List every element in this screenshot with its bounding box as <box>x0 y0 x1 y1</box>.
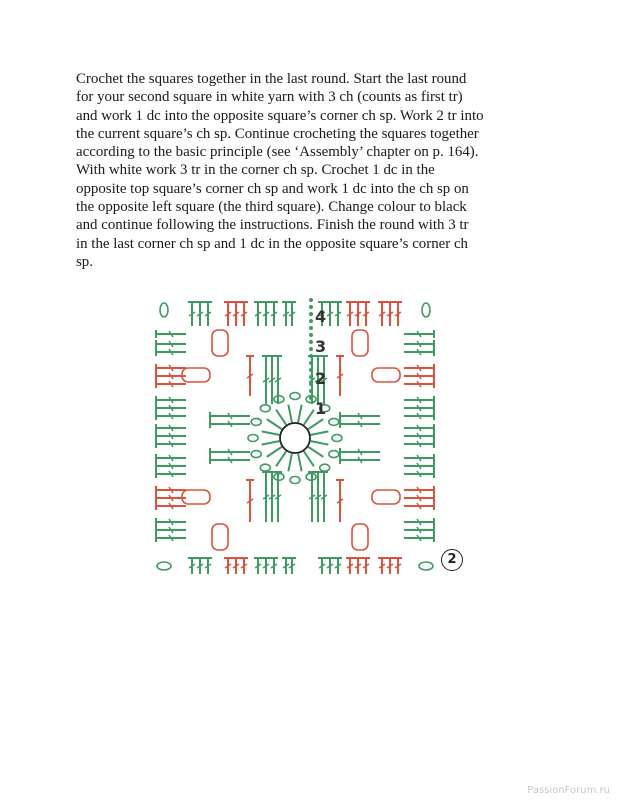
watermark: PassionForum.ru <box>527 785 610 796</box>
chain-space <box>419 562 433 570</box>
chain-space <box>332 435 342 442</box>
round-marker-dot <box>309 382 313 386</box>
text-line: and continue following the instructions. Finish the round with 3 tr <box>76 217 469 234</box>
chain-space <box>290 393 300 400</box>
round-marker-dot <box>309 319 313 323</box>
round-marker-dot <box>309 347 313 351</box>
chain-space <box>212 330 228 356</box>
treble-stitch <box>288 405 292 423</box>
chain-space <box>320 464 330 471</box>
round-marker-dot <box>309 396 313 400</box>
round-marker-dot <box>309 375 313 379</box>
treble-stitch <box>267 419 282 429</box>
treble-stitch <box>298 405 302 423</box>
treble-stitch <box>288 454 292 472</box>
chain-ring <box>280 423 310 453</box>
chain-space <box>182 368 210 382</box>
round-marker-dot <box>309 361 313 365</box>
round-label: 2 <box>315 369 327 388</box>
round-marker-dot <box>309 389 313 393</box>
text-line: With white work 3 tr in the corner ch sp. Crochet 1 dc in the <box>76 162 435 179</box>
chain-space <box>160 303 168 317</box>
treble-stitch <box>311 431 329 435</box>
chain-space <box>422 303 430 317</box>
chain-space <box>260 405 270 412</box>
treble-stitch <box>311 441 329 445</box>
text-line: the opposite left square (the third square). Change colour to black <box>76 199 467 216</box>
round-label: 3 <box>315 337 327 356</box>
treble-stitch <box>304 410 314 425</box>
crochet-square-diagram <box>150 296 440 581</box>
text-line: and work 1 dc into the opposite square’s corner ch sp. Work 2 tr into <box>76 107 484 124</box>
treble-stitch <box>298 454 302 472</box>
chain-space <box>372 368 400 382</box>
treble-stitch <box>267 447 282 457</box>
chain-space <box>182 490 210 504</box>
round-marker-dot <box>309 368 313 372</box>
chain-space <box>290 477 300 484</box>
chain-space <box>251 451 261 458</box>
text-line: sp. <box>76 253 93 270</box>
treble-stitch <box>262 431 280 435</box>
treble-stitch <box>308 447 323 457</box>
round-label: 1 <box>315 399 327 418</box>
chain-space <box>248 435 258 442</box>
chain-space <box>329 418 339 425</box>
round-label: 4 <box>315 307 327 326</box>
text-line: according to the basic principle (see ‘Assembly’ chapter on p. 164). <box>76 144 479 161</box>
round-marker-dot <box>309 333 313 337</box>
text-line: for your second square in white yarn with 3 ch (counts as first tr) <box>76 89 463 106</box>
round-marker-dot <box>309 305 313 309</box>
treble-stitch <box>276 451 286 466</box>
treble-stitch <box>276 410 286 425</box>
chain-space <box>212 524 228 550</box>
chain-space <box>157 562 171 570</box>
round-marker-dot <box>309 298 313 302</box>
round-marker-dot <box>309 312 313 316</box>
treble-stitch <box>308 419 323 429</box>
text-line: the current square’s ch sp. Continue crocheting the squares together <box>76 125 479 142</box>
treble-stitch <box>304 451 314 466</box>
treble-stitch <box>262 441 280 445</box>
round-marker-dot <box>309 354 313 358</box>
round-marker-dot <box>309 340 313 344</box>
figure-number-badge: 2 <box>441 549 463 571</box>
chain-space <box>352 524 368 550</box>
chain-space <box>329 451 339 458</box>
chain-space <box>260 464 270 471</box>
instruction-paragraph <box>76 70 546 271</box>
text-line: in the last corner ch sp and 1 dc in the opposite square’s corner ch <box>76 235 468 252</box>
chain-space <box>251 418 261 425</box>
chain-space <box>352 330 368 356</box>
round-marker-dot <box>309 326 313 330</box>
text-line: Crochet the squares together in the last round. Start the last round <box>76 71 467 87</box>
text-line: opposite top square’s corner ch sp and work 1 dc into the ch sp on <box>76 180 469 197</box>
chain-space <box>372 490 400 504</box>
